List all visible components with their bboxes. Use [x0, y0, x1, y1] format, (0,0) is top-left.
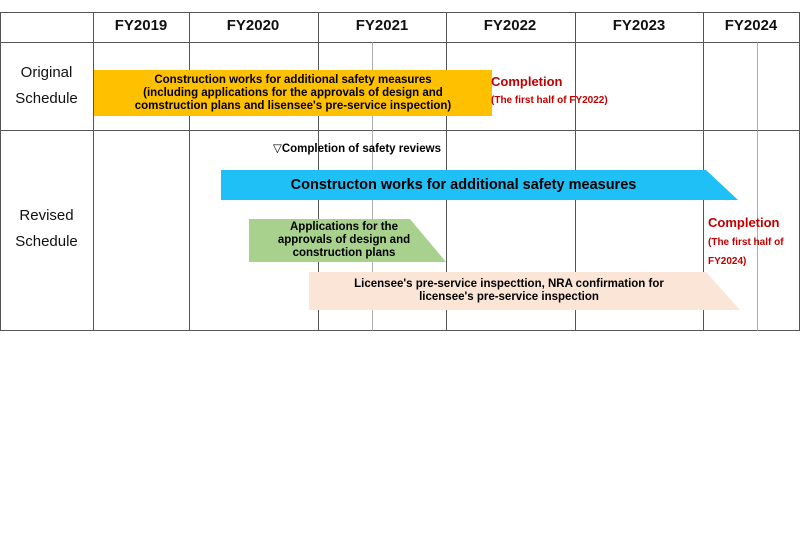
original-completion-title: Completion — [491, 74, 563, 89]
bar-text-line: approvals of design and — [277, 234, 411, 246]
row-label-original — [0, 60, 93, 112]
revised-completion-note: (The first half of — [708, 237, 784, 248]
inspection-text — [309, 272, 709, 310]
row-label-line: Original — [20, 64, 73, 81]
year-header: FY2020 — [226, 17, 280, 34]
revised-completion-title: Completion — [708, 215, 780, 230]
row-label-line: Revised — [19, 207, 74, 224]
bar-text-line: Applications for the — [290, 221, 398, 233]
year-header: FY2023 — [612, 17, 666, 34]
revised-construction-text: Constructon works for additional safety measures — [290, 177, 637, 193]
original-bar-text — [94, 70, 492, 116]
year-header: FY2022 — [483, 17, 537, 34]
original-completion-note: (The first half of FY2022) — [491, 95, 608, 106]
milestone-safety-reviews: ▽Completion of safety reviews — [273, 143, 441, 155]
row-label-line: Schedule — [15, 233, 78, 250]
year-header: FY2021 — [355, 17, 409, 34]
bar-text-line: Licensee's pre-service inspecttion, NRA confirmation for — [354, 278, 664, 290]
bar-text-line: (including applications for the approvals of design and — [143, 86, 443, 99]
row-label-line: Schedule — [15, 90, 78, 107]
bar-text-line: licensee's pre-service inspection — [419, 291, 599, 303]
bar-text-line: comstruction plans and lisensee's pre-service inspection) — [134, 99, 452, 112]
bar-text-line: construction plans — [292, 247, 396, 259]
year-header: FY2024 — [724, 17, 778, 34]
row-label-revised — [0, 203, 93, 255]
bar-text-line: Construction works for additional safety measures — [154, 73, 432, 86]
revised-completion-note: FY2024) — [708, 256, 747, 267]
applications-text — [249, 219, 439, 262]
year-header: FY2019 — [114, 17, 168, 34]
